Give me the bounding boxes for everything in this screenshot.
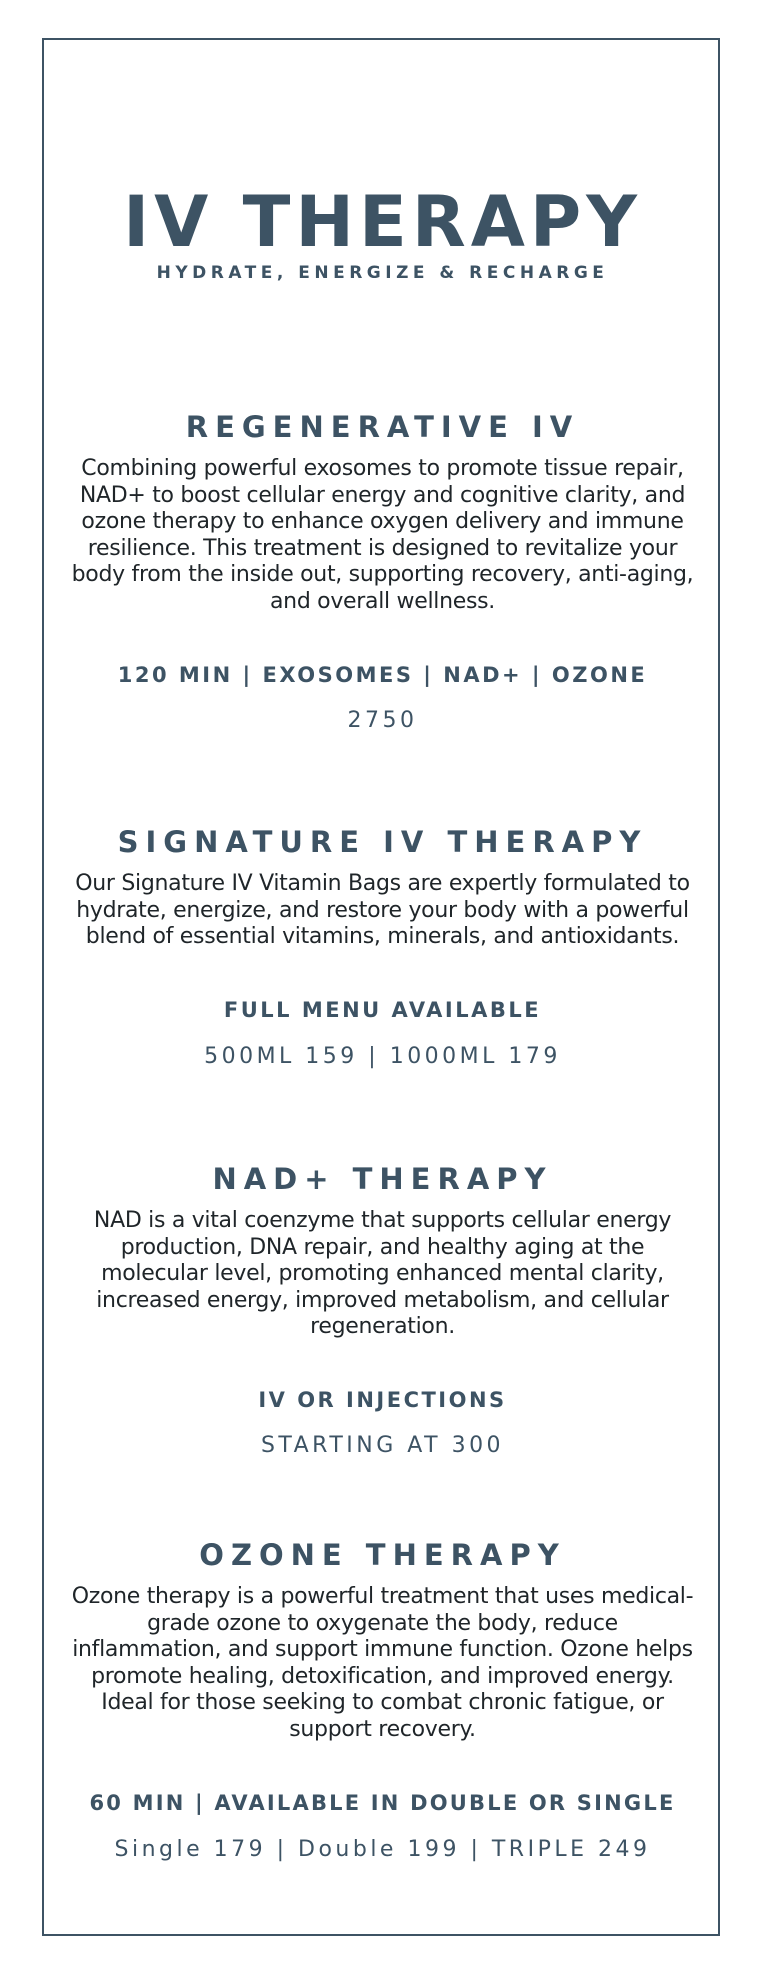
section-price-regenerative-iv: 2750 — [347, 708, 418, 733]
section-title-nad-therapy: NAD+ THERAPY — [212, 1162, 553, 1196]
section-description-nad-therapy: NAD is a vital coenzyme that supports cellular energy production, DNA repair, and healthy aging at the molecular level, promoting enhanced mental clarity, increased energy, improved metabolism, and cellular regeneration. — [93, 1208, 672, 1339]
section-details-nad-therapy: IV OR INJECTIONS — [258, 1388, 507, 1412]
section-description-ozone-therapy: Ozone therapy is a powerful treatment that uses medical-grade ozone to oxygenate the body, reduce inflammation, and support immune function. Ozone helps promote healing, detoxification, and improved energy. Ideal for those seeking to combat chronic fatigue, or support recovery. — [71, 1584, 694, 1742]
section-description-signature-iv: Our Signature IV Vitamin Bags are expertly formulated to hydrate, energize, and restore your body with a powerful blend of essential vitamins, minerals, and antioxidants. — [75, 871, 690, 949]
page-title: IV THERAPY — [123, 181, 642, 263]
section-price-nad-therapy: STARTING AT 300 — [260, 1433, 505, 1458]
page-subtitle: HYDRATE, ENERGIZE & RECHARGE — [156, 263, 609, 283]
section-price-signature-iv: 500ML 159 | 1000ML 179 — [204, 1044, 561, 1069]
section-details-signature-iv: FULL MENU AVAILABLE — [223, 998, 542, 1022]
section-title-ozone-therapy: OZONE THERAPY — [199, 1538, 566, 1572]
section-details-ozone-therapy: 60 MIN | AVAILABLE IN DOUBLE OR SINGLE — [89, 1791, 676, 1815]
section-description-regenerative-iv: Combining powerful exosomes to promote tissue repair, NAD+ to boost cellular energy and cognitive clarity, and ozone therapy to enhance oxygen delivery and immune resilience. This treatment is designed to revitalize your body from the inside out, supporting recovery, anti-aging, and overall wellness. — [71, 456, 694, 614]
section-title-signature-iv: SIGNATURE IV THERAPY — [117, 825, 648, 859]
section-price-ozone-therapy: Single 179 | Double 199 | TRIPLE 249 — [114, 1837, 651, 1862]
section-details-regenerative-iv: 120 MIN | EXOSOMES | NAD+ | OZONE — [117, 663, 648, 687]
section-title-regenerative-iv: REGENERATIVE IV — [185, 410, 580, 444]
